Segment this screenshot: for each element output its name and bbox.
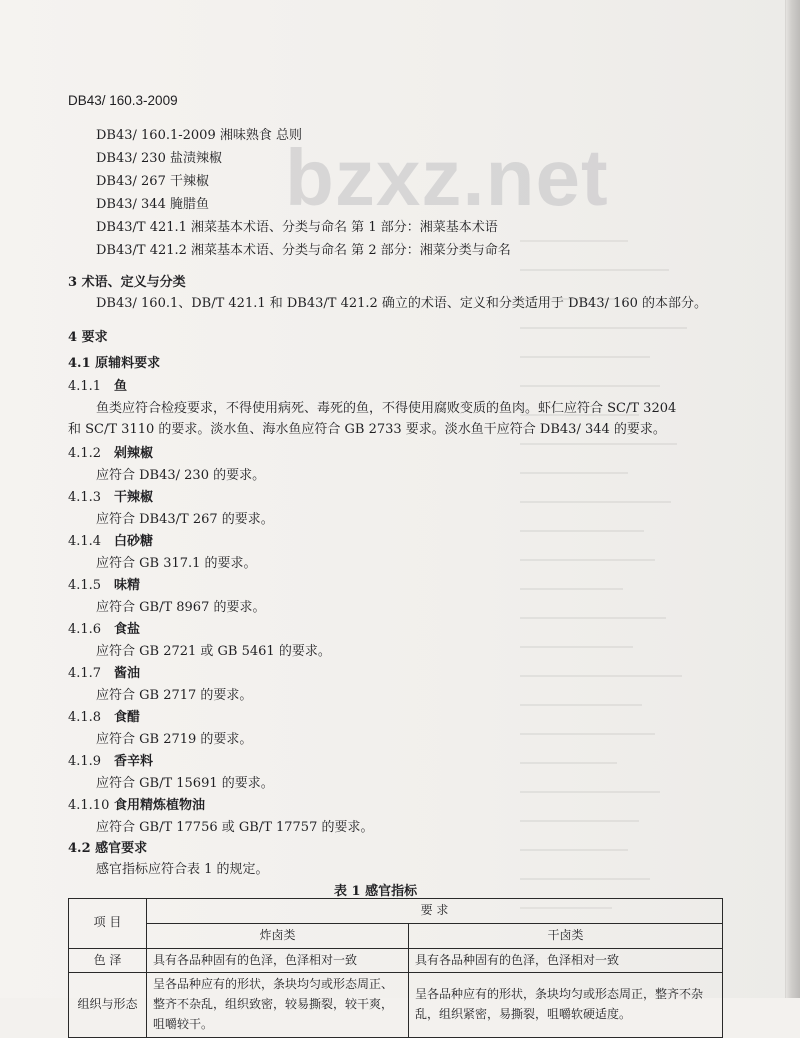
subsection-4-2-heading: 4.2 感官要求 xyxy=(68,841,148,856)
item-number: 4.1.6 xyxy=(68,622,102,637)
item-title: 剁辣椒 xyxy=(114,446,154,461)
item-title: 白砂糖 xyxy=(114,534,154,549)
section-4-heading: 4 要求 xyxy=(68,330,108,345)
page-edge xyxy=(785,0,800,998)
table-row xyxy=(69,948,723,973)
item-title: 食盐 xyxy=(114,622,141,637)
table-header-requirement: 要 求 xyxy=(147,899,723,924)
subsection-4-2-text: 感官指标应符合表 1 的规定。 xyxy=(96,862,269,877)
item-text: 应符合 GB 2717 的要求。 xyxy=(96,688,253,703)
table-header-item: 项 目 xyxy=(69,899,147,949)
item-number: 4.1.1 xyxy=(68,379,102,394)
table-row xyxy=(69,973,723,1037)
item-title: 食醋 xyxy=(114,710,141,725)
item-title: 食用精炼植物油 xyxy=(114,798,206,813)
table-header-row xyxy=(69,899,723,924)
reference-line: DB43/ 344 腌腊鱼 xyxy=(96,197,209,212)
table-subheader-row xyxy=(69,923,723,948)
item-title: 味精 xyxy=(114,578,141,593)
item-4-1-3 xyxy=(68,486,153,505)
reference-line: DB43/T 421.1 湘菜基本术语、分类与命名 第 1 部分：湘菜基本术语 xyxy=(96,220,498,235)
table-cell: 具有各品种固有的色泽，色泽相对一致 xyxy=(409,948,723,973)
table-caption: 表 1 感官指标 xyxy=(334,884,418,899)
item-number: 4.1.3 xyxy=(68,490,102,505)
item-number: 4.1.9 xyxy=(68,754,102,769)
item-number: 4.1.10 xyxy=(68,798,110,813)
item-text: 应符合 DB43/T 267 的要求。 xyxy=(96,512,274,527)
item-4-1-2 xyxy=(68,442,153,461)
table-cell: 呈各品种应有的形状，条块均匀或形态周正、整齐不杂乱，组织致密，较易撕裂，较干爽，咀嚼较干。 xyxy=(147,973,409,1037)
item-4-1-8 xyxy=(68,706,140,725)
item-number: 4.1.2 xyxy=(68,446,102,461)
section-3-heading: 3 术语、定义与分类 xyxy=(68,275,186,290)
item-title: 鱼 xyxy=(114,379,128,394)
table-header-dried: 干卤类 xyxy=(409,923,723,948)
item-number: 4.1.5 xyxy=(68,578,102,593)
item-text: 应符合 GB/T 8967 的要求。 xyxy=(96,600,266,615)
item-4-1-5 xyxy=(68,574,140,593)
item-number: 4.1.7 xyxy=(68,666,102,681)
item-text: 应符合 DB43/ 230 的要求。 xyxy=(96,468,266,483)
table-cell: 呈各品种应有的形状，条块均匀或形态周正，整齐不杂乱，组织紧密，易撕裂，咀嚼软硬适度。 xyxy=(409,973,723,1037)
table-cell-item: 组织与形态 xyxy=(69,973,147,1037)
item-text: 应符合 GB/T 15691 的要求。 xyxy=(96,776,274,791)
table-cell: 具有各品种固有的色泽，色泽相对一致 xyxy=(147,948,409,973)
watermark: bzxz.net xyxy=(285,133,609,222)
item-4-1-7 xyxy=(68,662,140,681)
item-text: 应符合 GB 317.1 的要求。 xyxy=(96,556,257,571)
reference-line: DB43/ 230 盐渍辣椒 xyxy=(96,151,222,166)
item-number: 4.1.8 xyxy=(68,710,102,725)
sensory-table xyxy=(68,898,723,1038)
item-text: 鱼类应符合检疫要求，不得使用病死、毒死的鱼，不得使用腐败变质的鱼肉。虾仁应符合 SC/T 3204 xyxy=(96,401,677,416)
item-4-1-9 xyxy=(68,750,153,769)
reference-line: DB43/T 421.2 湘菜基本术语、分类与命名 第 2 部分：湘菜分类与命名 xyxy=(96,243,511,258)
table-header-fried: 炸卤类 xyxy=(147,923,409,948)
item-title: 香辛料 xyxy=(114,754,154,769)
item-text: 应符合 GB 2721 或 GB 5461 的要求。 xyxy=(96,644,331,659)
show-through-text xyxy=(520,240,790,980)
item-text: 应符合 GB 2719 的要求。 xyxy=(96,732,253,747)
item-4-1-10 xyxy=(68,794,205,813)
document-header: DB43/ 160.3-2009 xyxy=(68,93,178,108)
item-fish xyxy=(68,375,127,394)
item-4-1-6 xyxy=(68,618,140,637)
item-4-1-4 xyxy=(68,530,153,549)
item-text: 和 SC/T 3110 的要求。淡水鱼、海水鱼应符合 GB 2733 要求。淡水鱼干应符合 DB43/ 344 的要求。 xyxy=(68,422,666,437)
subsection-4-1-heading: 4.1 原辅料要求 xyxy=(68,356,161,371)
reference-line: DB43/ 267 干辣椒 xyxy=(96,174,209,189)
item-title: 干辣椒 xyxy=(114,490,154,505)
item-title: 酱油 xyxy=(114,666,141,681)
item-text: 应符合 GB/T 17756 或 GB/T 17757 的要求。 xyxy=(96,820,374,835)
item-number: 4.1.4 xyxy=(68,534,102,549)
section-3-text: DB43/ 160.1、DB/T 421.1 和 DB43/T 421.2 确立的术语、定义和分类适用于 DB43/ 160 的本部分。 xyxy=(96,296,708,311)
reference-line: DB43/ 160.1-2009 湘味熟食 总则 xyxy=(96,128,302,143)
table-cell-item: 色 泽 xyxy=(69,948,147,973)
